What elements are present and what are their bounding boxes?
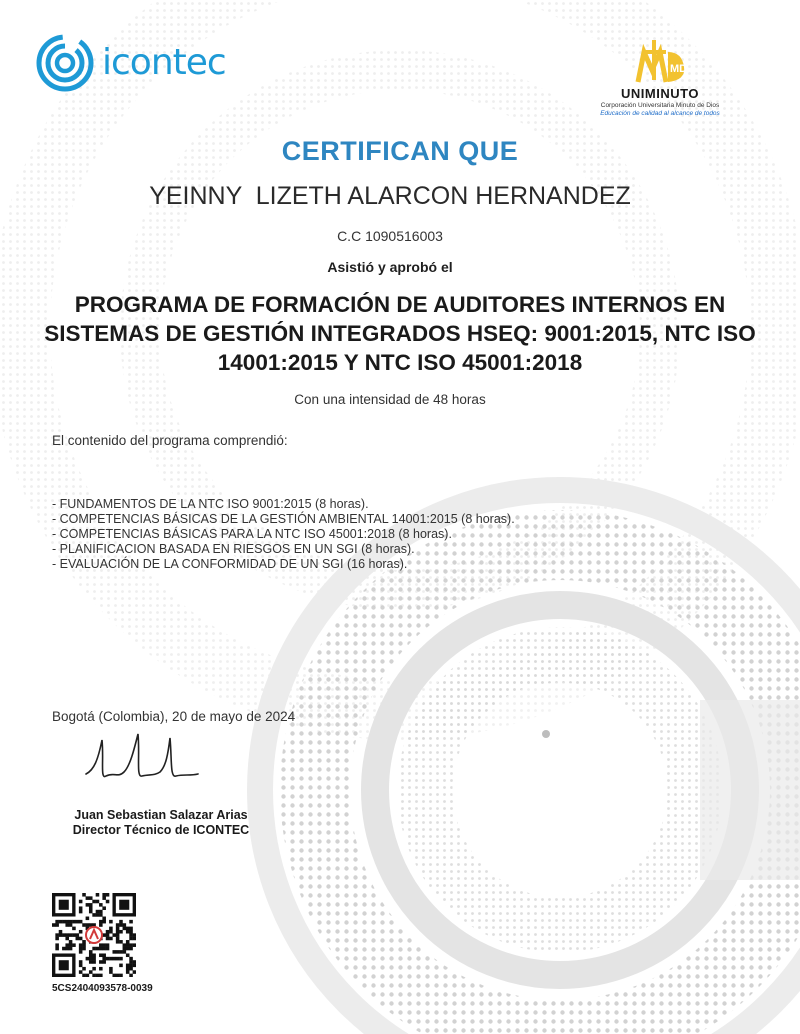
uniminuto-name: UNIMINUTO	[621, 86, 699, 101]
certificate-heading: CERTIFICAN QUE	[281, 136, 519, 166]
qr-code-icon	[52, 893, 136, 977]
content-item: - PLANIFICACION BASADA EN RIESGOS EN UN SGI (8 horas).	[52, 542, 415, 556]
place-and-date: Bogotá (Colombia), 20 de mayo de 2024	[52, 709, 296, 724]
icontec-logo	[34, 32, 234, 94]
recipient-name: YEINNY LIZETH ALARCON HERNANDEZ	[149, 182, 631, 210]
icontec-logo-text: icontec	[102, 42, 226, 83]
uniminuto-tagline: Educación de calidad al alcance de todos	[600, 110, 720, 117]
uniminuto-subtitle: Corporación Universitaria Minuto de Dios	[600, 102, 720, 109]
program-title: PROGRAMA DE FORMACIÓN DE AUDITORES INTERNOS EN SISTEMAS DE GESTIÓN INTEGRADOS HSEQ: 9001:2015, NTC ISO 14001:2015 Y NTC ISO 45001:2018	[44, 292, 756, 375]
uniminuto-monogram-icon	[630, 38, 690, 86]
certificate-code: 5CS2404093578-0039	[52, 983, 153, 994]
program-intensity: Con una intensidad de 48 horas	[294, 392, 486, 407]
uniminuto-logo	[590, 38, 730, 120]
content-list	[52, 497, 515, 572]
signature-image	[80, 730, 210, 790]
recipient-id: C.C 1090516003	[337, 228, 443, 244]
content-item: - COMPETENCIAS BÁSICAS DE LA GESTIÓN AMBIENTAL 14001:2015 (8 horas).	[52, 512, 515, 526]
signer-name: Juan Sebastian Salazar Arias	[74, 808, 248, 822]
attended-text: Asistió y aprobó el	[327, 259, 453, 275]
content-item: - COMPETENCIAS BÁSICAS PARA LA NTC ISO 45001:2018 (8 horas).	[52, 527, 452, 541]
content-item: - FUNDAMENTOS DE LA NTC ISO 9001:2015 (8 horas).	[52, 497, 369, 511]
icontec-logo-icon	[34, 32, 96, 94]
svg-text:MD: MD	[670, 63, 688, 75]
content-item: - EVALUACIÓN DE LA CONFORMIDAD DE UN SGI (16 horas).	[52, 557, 408, 571]
signer-title: Director Técnico de ICONTEC	[72, 823, 250, 837]
signer-block	[30, 808, 292, 838]
content-intro: El contenido del programa comprendió:	[52, 433, 288, 448]
